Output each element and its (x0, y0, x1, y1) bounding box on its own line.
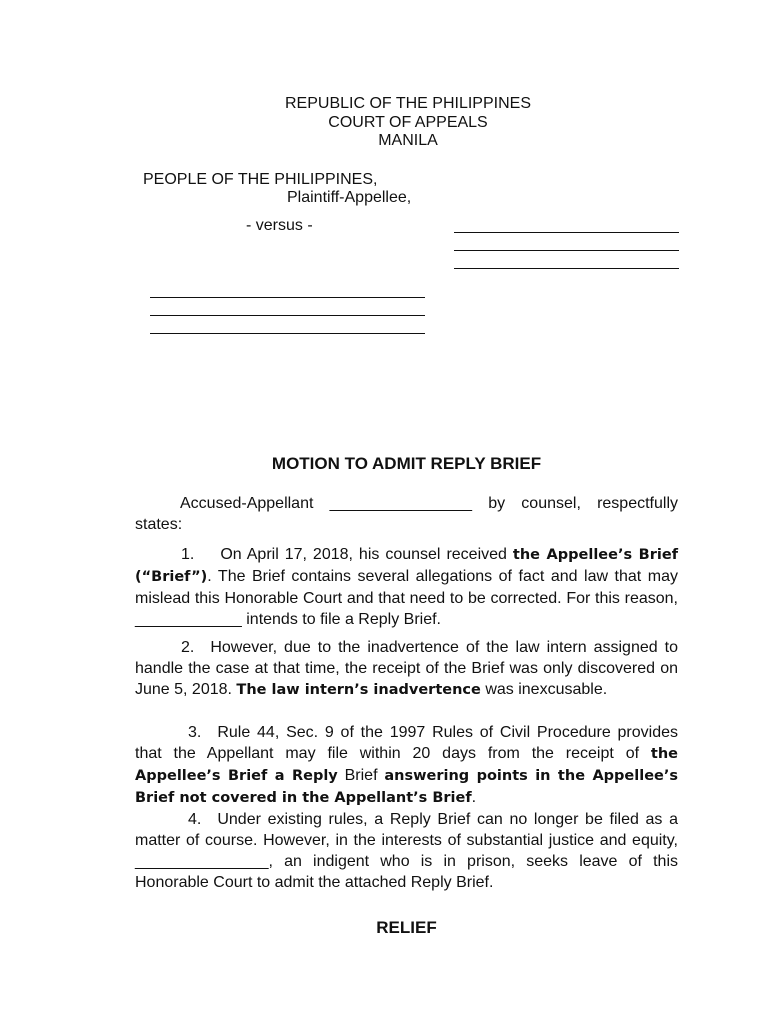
paragraph-1-number: 1. (181, 546, 195, 563)
intro-suffix: by counsel, respectfully states: (135, 495, 678, 533)
paragraph-3: 3. Rule 44, Sec. 9 of the 1997 Rules of Civil Procedure provides that the Appellant may file within 20 days from the receipt of the Appellee’s Brief a Reply Brief answering points in the Appellee’s Brief not covered in the Appellant’s Brief. (135, 724, 679, 806)
intro-paragraph (135, 493, 678, 535)
relief-heading: RELIEF (376, 918, 437, 937)
appellee-brief-ref: the Appellee’s Brief (“Brief”) (135, 547, 678, 585)
case-number-line-2 (454, 250, 679, 251)
versus-label: - versus - (246, 217, 313, 234)
indigent-blank: _______________ (135, 853, 269, 870)
plaintiff-name: PEOPLE OF THE PHILIPPINES, (143, 171, 378, 188)
paragraph-4-number: 4. (188, 811, 202, 828)
paragraph-4: 4. Under existing rules, a Reply Brief can no longer be filed as a matter of course. However, in the interests of substantial justice and equity, _______________, an indigent who is in prison, seeks leave of this Honorable Court to admit the attached Reply Brief. (135, 811, 678, 891)
intro-blank: ________________ (329, 495, 472, 512)
paragraph-3-number: 3. (188, 724, 202, 741)
accused-name-line-3 (150, 333, 425, 334)
paragraph-2: 2. However, due to the inadvertence of the law intern assigned to handle the case at that time, the receipt of the Brief was only discovered on June 5, 2018. The law intern’s inadvertence was inexcusable. (135, 639, 678, 698)
inadvertence-phrase: The law intern’s inadvertence (236, 682, 481, 698)
city-heading: MANILA (378, 132, 438, 149)
intro-prefix: Accused-Appellant (180, 495, 314, 512)
court-heading: COURT OF APPEALS (328, 114, 488, 131)
motion-title: MOTION TO ADMIT REPLY BRIEF (271, 454, 542, 473)
appellant-blank: ____________ (135, 611, 242, 628)
accused-name-line-1 (150, 297, 425, 298)
case-number-line-3 (454, 268, 679, 269)
republic-heading: REPUBLIC OF THE PHILIPPINES (285, 95, 531, 112)
paragraph-2-number: 2. (181, 639, 195, 656)
answering-points-phrase: answering points in the Appellee’s Brief not covered in the Appellant’s Brief (135, 768, 679, 806)
accused-name-line-2 (150, 315, 425, 316)
paragraph-1: 1. On April 17, 2018, his counsel received the Appellee’s Brief (“Brief”). The Brief contains several allegations of fact and law that may mislead this Honorable Court and that need to be corrected. For this reason, ____________ intends to file a Reply Brief. (135, 546, 678, 628)
plaintiff-role: Plaintiff-Appellee, (287, 189, 412, 206)
case-number-line-1 (454, 232, 679, 233)
